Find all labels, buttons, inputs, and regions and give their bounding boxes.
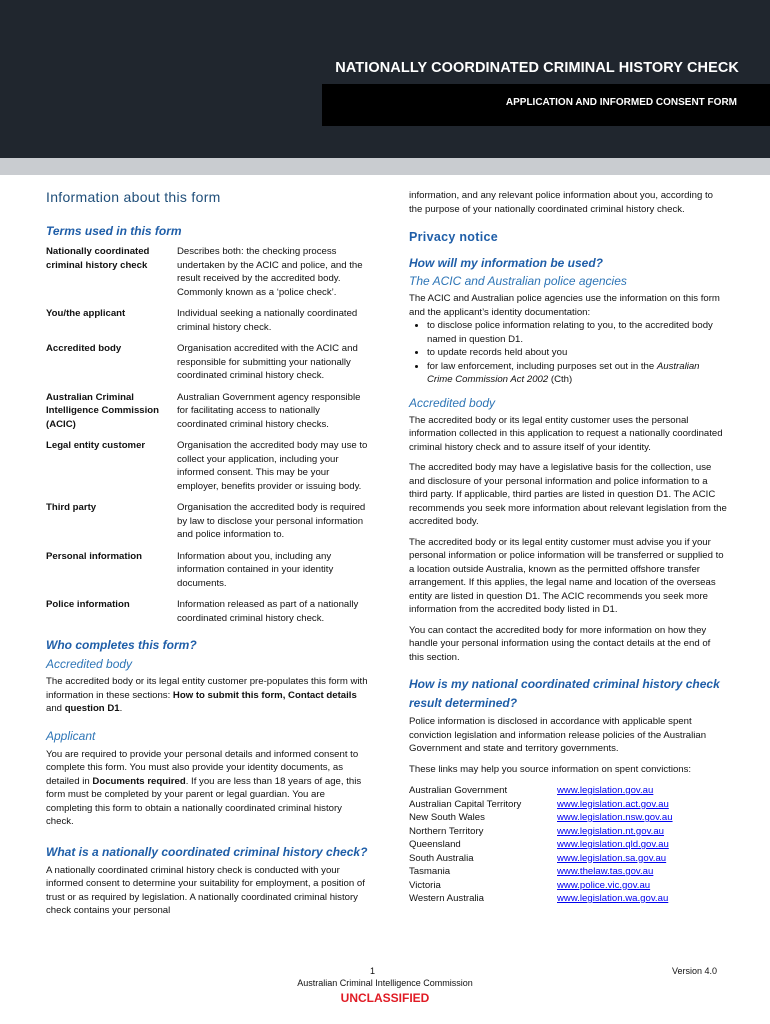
classification-marking: UNCLASSIFIED: [340, 991, 430, 1005]
info-heading: Information about this form: [46, 189, 221, 205]
jurisdiction-link[interactable]: www.legislation.sa.gov.au: [557, 852, 667, 864]
acic-uses-list: [409, 319, 727, 387]
jurisdiction-link[interactable]: www.legislation.qld.gov.au: [557, 839, 669, 850]
acic-text: The ACIC and Australian police agencies use the information on this form and the applicant’s identity documentation:: [409, 293, 720, 318]
page-header: [0, 0, 770, 175]
jurisdiction-name: Northern Territory: [409, 825, 484, 837]
term-definition: Information about you, including any information contained in your identity documents.: [177, 550, 334, 589]
who-heading: Who completes this form?: [46, 638, 197, 652]
terms-table: [46, 245, 371, 625]
jurisdiction-name: Western Australia: [409, 893, 485, 904]
what-text: A nationally coordinated criminal history check is conducted with your informed consent to determine your suitability for employment, a position of trust or as required by legislation. A nationally coordinated criminal history check contains your personal: [46, 864, 365, 916]
term-definition: Individual seeking a nationally coordinated criminal history check.: [177, 308, 358, 333]
term-label: You/the applicant: [46, 308, 126, 319]
privacy-heading: Privacy notice: [409, 230, 498, 244]
terms-heading: Terms used in this form: [46, 224, 182, 238]
applicant-heading: Applicant: [46, 728, 96, 743]
continued-text: information, and any relevant police information about you, according to the purpose of your nationally coordinated criminal history check.: [409, 190, 713, 215]
jurisdiction-name: Tasmania: [409, 866, 451, 877]
term-definition: Describes both: the checking process undertaken by the ACIC and police, and the result received by the accredited body. Commonly known as a ‘police check’.: [177, 246, 363, 298]
term-row: [46, 598, 371, 625]
accredited-body-heading: Accredited body: [46, 657, 133, 671]
jurisdiction-name: South Australia: [409, 852, 474, 864]
links-intro: These links may help you source information on spent convictions:: [409, 763, 692, 775]
term-definition: Organisation the accredited body may use to collect your application, including your informed consent. This may be your employer, benefits provider or issuing body.: [177, 440, 368, 492]
right-column: [409, 189, 727, 906]
acic-heading: The ACIC and Australian police agencies: [409, 274, 627, 288]
jurisdiction-link[interactable]: www.legislation.gov.au: [557, 785, 654, 796]
header-stripe: [0, 158, 770, 175]
term-definition: Organisation the accredited body is required by law to disclose your personal information and police information to.: [177, 502, 366, 540]
term-definition: Information released as part of a nationally coordinated criminal history check.: [177, 599, 359, 624]
jurisdiction-link[interactable]: www.legislation.wa.gov.au: [557, 893, 669, 904]
term-label: Police information: [46, 599, 130, 610]
term-label: Nationally coordinated criminal history check: [46, 246, 150, 271]
how-used-heading: How will my information be used?: [409, 256, 604, 270]
spent-conviction-links: [409, 784, 727, 906]
jurisdiction-name: Queensland: [409, 839, 461, 850]
jurisdiction-link[interactable]: www.thelaw.tas.gov.au: [557, 866, 654, 877]
determined-heading: How is my national coordinated criminal history check result determined?: [409, 677, 720, 710]
form-title: NATIONALLY COORDINATED CRIMINAL HISTORY CHECK: [335, 60, 739, 76]
term-row: [46, 501, 371, 542]
term-label: Australian Criminal Intelligence Commission (ACIC): [46, 391, 160, 430]
left-column: [46, 188, 371, 918]
list-item: • to disclose police information relating to you, to the accredited body named in question D1.: [427, 319, 727, 346]
jurisdiction-links: [557, 784, 673, 906]
applicant-text: You are required to provide your personal details and informed consent to complete this form. You must also provide your identity documents, as detailed in Documents required. If you are less than 18 years of age, this form must be completed by your parent or legal guardian. You are completing this form to obtain a nationally coordinated criminal history check.: [46, 748, 362, 827]
accredited-body-heading: Accredited body: [409, 395, 496, 410]
form-subtitle: APPLICATION AND INFORMED CONSENT FORM: [505, 97, 737, 108]
subtitle-bar: [322, 84, 770, 126]
version-label: Version 4.0: [672, 966, 718, 976]
term-row: [46, 439, 371, 493]
accredited-paragraph: The accredited body or its legal entity customer must advise you if your personal information or police information will be transferred or supplied to a location outside Australia, known as the permitted offshore transfer arrangement. If this applies, the legal name and location of the overseas entity are listed in question D1. The ACIC recommends you seek more information from the accredited body listed in D1.: [409, 536, 724, 615]
accredited-body-text: The accredited body or its legal entity customer pre-populates this form with information in these sections: How to submit this form, Contact details and question D1.: [46, 676, 368, 714]
term-label: Legal entity customer: [46, 440, 146, 451]
accredited-paragraph: You can contact the accredited body for more information on how they handle your personal information using the contact details at the end of this section.: [409, 624, 711, 663]
footer-org: Australian Criminal Intelligence Commission: [297, 978, 473, 988]
list-item: • for law enforcement, including purposes set out in the Australian Crime Commission Act 2002 (Cth): [427, 360, 727, 387]
jurisdiction-names: [409, 784, 557, 906]
jurisdiction-name: Australian Government: [409, 785, 508, 796]
jurisdiction-name: Australian Capital Territory: [409, 798, 522, 810]
what-heading: What is a nationally coordinated criminal history check?: [46, 844, 368, 859]
page-number: 1: [370, 966, 376, 976]
term-definition: Organisation accredited with the ACIC and responsible for submitting your nationally coordinated criminal history check.: [177, 343, 358, 381]
list-item: • to update records held about you: [427, 346, 727, 360]
jurisdiction-name: Victoria: [409, 879, 441, 891]
jurisdiction-name: New South Wales: [409, 812, 485, 823]
determined-text: Police information is disclosed in accordance with applicable spent conviction legislation and information release policies of the Australian Government and state and territory governments.: [409, 716, 707, 754]
accredited-paragraph: The accredited body or its legal entity customer uses the personal information collected in this application to request a nationally coordinated criminal history check and to assure itself of your identity.: [409, 414, 723, 453]
accredited-paragraph: The accredited body may have a legislative basis for the collection, use and disclosure of your personal information and police information to a third party. If applicable, third parties are listed in question D1. The ACIC recommends you seek more information about relevant legislation from the accredited body.: [409, 462, 727, 527]
term-row: [46, 391, 371, 432]
term-label: Personal information: [46, 550, 142, 562]
term-row: [46, 307, 371, 334]
jurisdiction-link[interactable]: www.legislation.nsw.gov.au: [557, 812, 673, 823]
term-definition: Australian Government agency responsible for facilitating access to nationally coordinated criminal history checks.: [177, 391, 361, 430]
term-row: [46, 550, 371, 591]
jurisdiction-link[interactable]: www.legislation.act.gov.au: [557, 798, 669, 810]
term-row: [46, 342, 371, 383]
term-label: Accredited body: [46, 343, 122, 354]
term-row: [46, 245, 371, 299]
term-label: Third party: [46, 502, 97, 513]
jurisdiction-link[interactable]: www.police.vic.gov.au: [557, 879, 651, 891]
jurisdiction-link[interactable]: www.legislation.nt.gov.au: [557, 825, 665, 837]
